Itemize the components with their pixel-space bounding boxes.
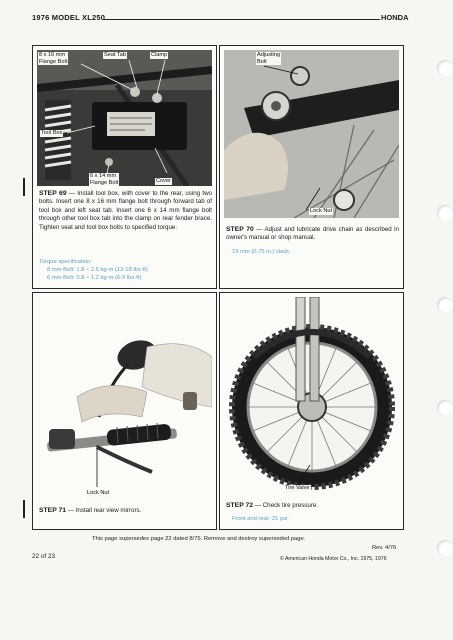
step-70-instructions xyxy=(226,226,399,243)
step-69-torque-6mm: 6 mm Bolt: 0.8 – 1.2 kg-m (6-9 lbs-ft) xyxy=(47,275,142,281)
binder-mark xyxy=(23,500,25,518)
step-71-heading: STEP 71 xyxy=(39,507,67,514)
callout-lock-nut: Lock Nut xyxy=(310,208,333,214)
copyright: © American Honda Motor Co., Inc. 1975, 1976 xyxy=(280,556,387,562)
step-69-torque-title: Torque specification: xyxy=(39,259,92,265)
callout-tool-box: Tool Box xyxy=(41,130,63,136)
binder-mark xyxy=(23,178,25,196)
binder-hole xyxy=(437,400,453,416)
step-70-heading: STEP 70 xyxy=(226,226,254,233)
step-71-panel xyxy=(32,292,217,530)
callout-tire-valve: Tire Valve xyxy=(285,485,310,491)
step-71-instructions xyxy=(39,507,212,515)
binder-hole xyxy=(437,297,453,313)
step-71-body: — Install rear view mirrors. xyxy=(66,507,142,514)
page-header-title: 1976 MODEL XL250 xyxy=(32,13,106,22)
step-69-instructions xyxy=(39,190,212,232)
page-number: 22 of 23 xyxy=(32,553,56,560)
tire-photo xyxy=(224,297,399,495)
step-72-body: — Check tire pressure. xyxy=(253,502,319,509)
step-70-chain-slack: 19 mm (0.75 in.) slack. xyxy=(232,249,291,255)
page-header-brand: HONDA xyxy=(381,13,409,22)
step-70-panel xyxy=(219,45,404,289)
step-72-heading: STEP 72 xyxy=(226,502,254,509)
mirror-photo xyxy=(37,297,212,497)
step-69-panel xyxy=(32,45,217,289)
revision-date: Rev. 4/76 xyxy=(372,545,397,551)
step-69-torque-8mm: 8 mm Bolt: 1.8 – 2.5 kg-m (13-18 lbs-ft) xyxy=(47,267,148,273)
callout-6x14-flange-bolt: 6 x 14 mm Flange Bolt xyxy=(90,173,119,186)
binder-hole xyxy=(437,205,453,221)
callout-seat-tab: Seat Tab xyxy=(104,52,126,58)
step-70-body: — Adjust and lubricate drive chain as described in owner's manual or shop manual. xyxy=(226,226,400,242)
callout-adjusting-bolt: Adjusting Bolt xyxy=(257,52,281,65)
callout-lock-nut: Lock Nut xyxy=(87,490,110,496)
drive-chain-photo xyxy=(224,50,399,218)
step-69-heading: STEP 69 xyxy=(39,190,67,197)
binder-hole xyxy=(437,60,453,76)
tool-box-photo xyxy=(37,50,212,186)
supersede-notice: This page supersedes page 22 dated 8/75. Remove and destroy superseded page. xyxy=(92,536,306,542)
step-72-instructions xyxy=(226,502,399,510)
callout-clamp: Clamp xyxy=(151,52,168,58)
callout-8x16-flange-bolt: 8 x 16 mm Flange Bolt xyxy=(39,52,68,65)
step-69-body: — Install tool box, with cover to the rear, using two bolts. Insert one 8 x 16 mm flange bolt through forward tab of tool box and left seat tab. Insert one 6 x 14 mm flange bolt through other tool box tab into the clamp on rear fender brace. Tighten seat and tool box bolts to specified torque. xyxy=(39,190,212,231)
header-rule xyxy=(104,19,380,20)
binder-hole xyxy=(437,540,453,556)
step-72-tire-pressure: Front and rear: 21 psi. xyxy=(232,516,290,522)
callout-cover: Cover xyxy=(156,178,171,184)
step-72-panel xyxy=(219,292,404,530)
